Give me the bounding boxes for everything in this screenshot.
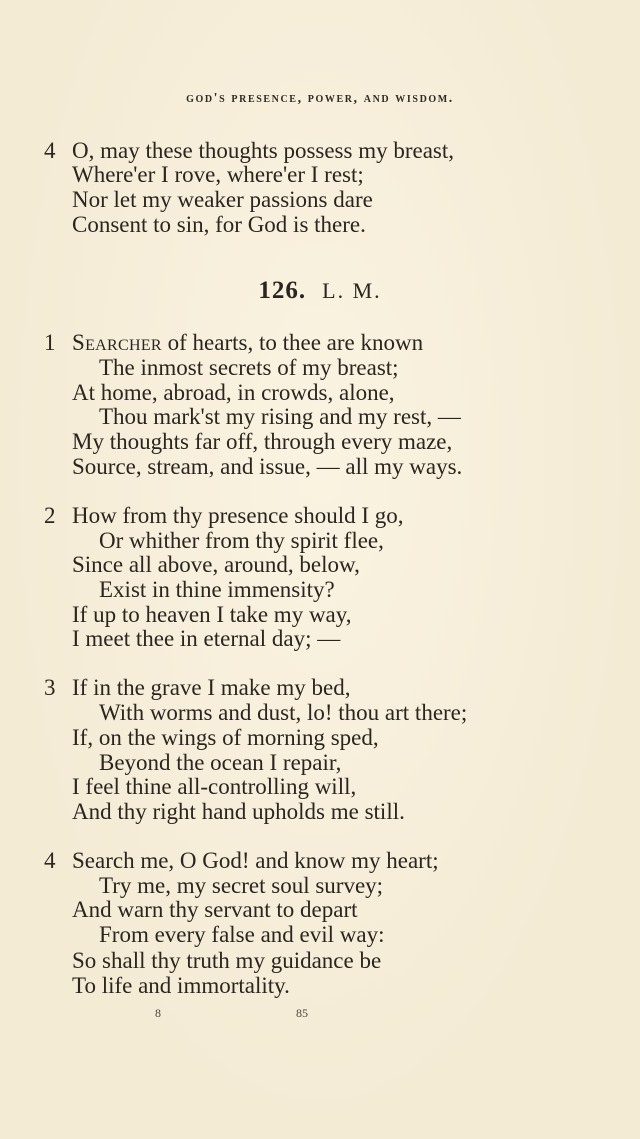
verse-line: At home, abroad, in crowds, alone, [72, 380, 395, 405]
verse-line: From every false and evil way: [99, 922, 385, 947]
verse-line: Consent to sin, for God is there. [72, 212, 366, 237]
verse-line: If in the grave I make my bed, [72, 675, 351, 700]
stanza-number: 4 [44, 138, 56, 163]
verse-line: I feel thine all-controlling will, [72, 774, 357, 799]
stanza-number: 4 [44, 848, 56, 873]
verse-line: Beyond the ocean I repair, [99, 750, 342, 775]
verse-line: Source, stream, and issue, — all my ways. [72, 454, 463, 479]
verse-line: Try me, my secret soul survey; [99, 873, 384, 898]
verse-line: Thou mark'st my rising and my rest, — [99, 404, 461, 429]
verse-line: O, may these thoughts possess my breast, [72, 138, 455, 163]
running-head: god's presence, power, and wisdom. [186, 91, 454, 106]
verse-line: Where'er I rove, where'er I rest; [72, 162, 364, 187]
verse-line: The inmost secrets of my breast; [99, 355, 399, 380]
verse-line: With worms and dust, lo! thou art there; [99, 700, 468, 725]
signature-mark: 8 [155, 1006, 161, 1020]
hymn-number: 126. [258, 277, 307, 304]
verse-line: I meet thee in eternal day; — [72, 626, 341, 651]
verse-line: To life and immortality. [72, 973, 290, 998]
stanza-number: 2 [44, 503, 56, 528]
verse-line: Since all above, around, below, [72, 552, 360, 577]
stanza-number: 1 [44, 330, 56, 355]
hymn-meter: L. M. [322, 278, 382, 303]
verse-line: Searcher of hearts, to thee are known [72, 330, 424, 355]
verse-line: And warn thy servant to depart [72, 897, 358, 922]
stanza-number: 3 [44, 675, 56, 700]
page-number: 85 [296, 1006, 308, 1020]
verse-line: If, on the wings of morning sped, [72, 725, 379, 750]
hymn-title [0, 277, 640, 305]
verse-line: Search me, O God! and know my heart; [72, 848, 439, 873]
verse-line: How from thy presence should I go, [72, 503, 404, 528]
verse-line: Or whither from thy spirit flee, [99, 528, 384, 553]
verse-line: So shall thy truth my guidance be [72, 948, 382, 973]
verse-line: Nor let my weaker passions dare [72, 187, 373, 212]
first-word: Searcher [72, 330, 162, 355]
verse-line: If up to heaven I take my way, [72, 602, 352, 627]
verse-line: And thy right hand upholds me still. [72, 799, 405, 824]
verse-line: My thoughts far off, through every maze, [72, 429, 453, 454]
verse-line: Exist in thine immensity? [99, 577, 335, 602]
